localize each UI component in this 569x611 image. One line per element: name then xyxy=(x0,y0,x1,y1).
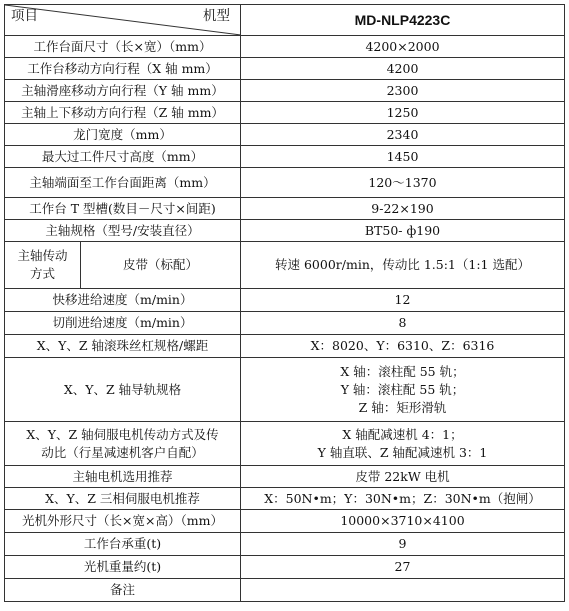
spec-label: 主轴上下移动方向行程（Z 轴 mm） xyxy=(5,102,241,124)
spec-value: 9 xyxy=(241,533,565,556)
spec-row xyxy=(5,579,565,602)
guide-label: X、Y、Z 轴导轨规格 xyxy=(5,358,241,422)
drive-value: 转速 6000r/min，传动比 1.5:1（1:1 选配） xyxy=(241,242,565,289)
spec-row xyxy=(5,312,565,335)
spec-label: 主轴电机选用推荐 xyxy=(5,466,241,488)
spec-row xyxy=(5,220,565,242)
spec-value: 4200×2000 xyxy=(241,36,565,58)
spec-label: 主轴端面至工作台面距离（mm） xyxy=(5,168,241,198)
spec-value: 12 xyxy=(241,289,565,312)
spec-label: 主轴滑座移动方向行程（Y 轴 mm） xyxy=(5,80,241,102)
spec-value: 2340 xyxy=(241,124,565,146)
spec-label: X、Y、Z 轴滚珠丝杠规格/螺距 xyxy=(5,335,241,358)
spec-row xyxy=(5,533,565,556)
servo-drive-label: X、Y、Z 轴伺服电机传动方式及传 动比（行星减速机客户自配） xyxy=(5,422,241,466)
spec-value: X：50N•m；Y：30N•m；Z：30N•m（抱闸） xyxy=(241,488,565,510)
spec-label: 备注 xyxy=(5,579,241,602)
spec-row xyxy=(5,466,565,488)
spec-value: 1450 xyxy=(241,146,565,168)
spec-value: 2300 xyxy=(241,80,565,102)
spec-row xyxy=(5,80,565,102)
spec-label: 快移进给速度（m/min） xyxy=(5,289,241,312)
spec-table xyxy=(4,4,565,602)
guide-value: X 轴：滚柱配 55 轨； Y 轴：滚柱配 55 轨； Z 轴：矩形滑轨 xyxy=(241,358,565,422)
header-diagonal-cell xyxy=(5,5,241,36)
spec-row xyxy=(5,102,565,124)
spec-label: 最大过工件尺寸高度（mm） xyxy=(5,146,241,168)
model-value: MD-NLP4223C xyxy=(241,5,565,36)
header-row xyxy=(5,5,565,36)
servo-drive-value: X 轴配减速机 4：1； Y 轴直联、Z 轴配减速机 3：1 xyxy=(241,422,565,466)
spec-row xyxy=(5,146,565,168)
spec-label: 龙门宽度（mm） xyxy=(5,124,241,146)
spec-label: 工作台移动方向行程（X 轴 mm） xyxy=(5,58,241,80)
spec-row xyxy=(5,168,565,198)
spec-label: 光机外形尺寸（长×宽×高）（mm） xyxy=(5,510,241,533)
spec-value: 8 xyxy=(241,312,565,335)
spec-value: X：8020、Y：6310、Z：6316 xyxy=(241,335,565,358)
spec-row xyxy=(5,289,565,312)
servo-drive-row xyxy=(5,422,565,466)
spec-label: 工作台面尺寸（长×宽）（mm） xyxy=(5,36,241,58)
guide-row xyxy=(5,358,565,422)
spec-row xyxy=(5,58,565,80)
spec-label: 工作台承重(t) xyxy=(5,533,241,556)
drive-label: 主轴传动 方式 xyxy=(5,242,81,289)
spec-row xyxy=(5,488,565,510)
spec-row xyxy=(5,198,565,220)
model-label: 机型 xyxy=(203,8,230,24)
spec-row xyxy=(5,124,565,146)
spec-value xyxy=(241,579,565,602)
spec-row xyxy=(5,36,565,58)
spec-row xyxy=(5,510,565,533)
spec-value: 4200 xyxy=(241,58,565,80)
spec-sheet xyxy=(4,4,564,602)
spec-value: BT50- ф190 xyxy=(241,220,565,242)
spec-value: 120～1370 xyxy=(241,168,565,198)
spec-value: 皮带 22kW 电机 xyxy=(241,466,565,488)
spec-row xyxy=(5,335,565,358)
spec-value: 10000×3710×4100 xyxy=(241,510,565,533)
spec-value: 1250 xyxy=(241,102,565,124)
spec-label: 切削进给速度（m/min） xyxy=(5,312,241,335)
spec-row xyxy=(5,556,565,579)
item-label: 项目 xyxy=(11,8,38,24)
drive-row xyxy=(5,242,565,289)
spec-label: 主轴规格（型号/安装直径） xyxy=(5,220,241,242)
spec-value: 27 xyxy=(241,556,565,579)
drive-sub-label: 皮带（标配） xyxy=(81,242,241,289)
spec-label: 光机重量约(t) xyxy=(5,556,241,579)
spec-label: X、Y、Z 三相伺服电机推荐 xyxy=(5,488,241,510)
spec-label: 工作台 T 型槽(数目－尺寸×间距) xyxy=(5,198,241,220)
spec-value: 9-22×190 xyxy=(241,198,565,220)
